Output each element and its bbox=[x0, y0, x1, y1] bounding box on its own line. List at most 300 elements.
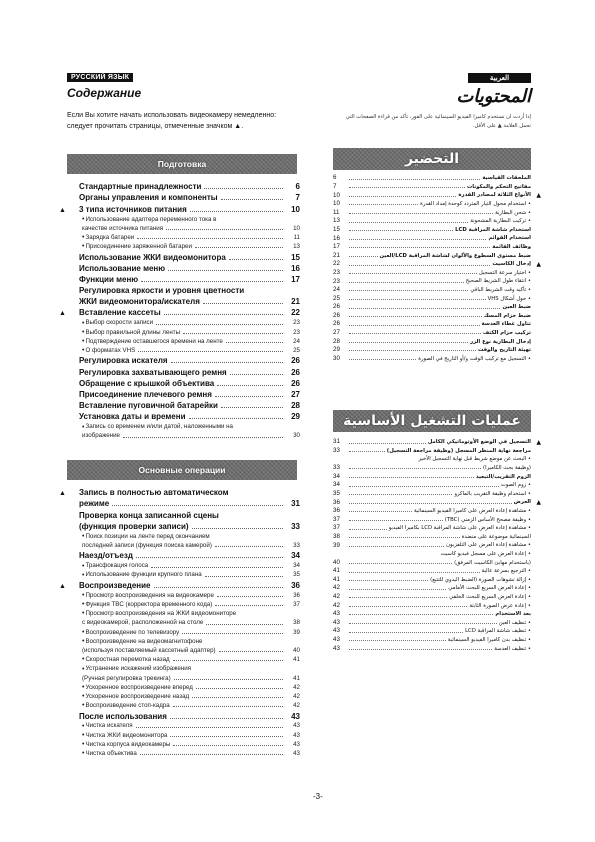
toc-entry-page: 43 bbox=[333, 618, 340, 626]
toc-entry-arabic bbox=[333, 540, 531, 549]
toc-entry-title: • إعادة العرض على مسجل فيديو كاسيت bbox=[440, 551, 531, 558]
toc-entry-page: 35 bbox=[293, 571, 300, 579]
dot-leader bbox=[349, 359, 416, 360]
dot-leader bbox=[349, 204, 418, 205]
toc-entry-page: 15 bbox=[333, 225, 340, 233]
toc-entry-arabic bbox=[333, 328, 531, 337]
toc-entry-title: Выбор скорости записи bbox=[85, 319, 154, 327]
dot-leader bbox=[164, 314, 283, 315]
bullet-icon: • bbox=[82, 234, 85, 242]
toc-entry-title: Запись в полностью автоматическом bbox=[79, 488, 229, 498]
bullet-icon: • bbox=[82, 628, 85, 636]
toc-entry-title: • انتقاء طول الشريط الصحيح bbox=[465, 278, 531, 285]
toc-entry-page: 23 bbox=[293, 328, 300, 336]
toc-entry-arabic bbox=[333, 446, 531, 455]
toc-entry-title: Регулировка яркости и уровня цветности bbox=[79, 286, 245, 296]
toc-entry-arabic bbox=[333, 480, 531, 489]
toc-entry-arabic bbox=[333, 233, 531, 242]
dot-leader bbox=[168, 270, 283, 271]
toc-entry-title: مراجعة نهاية المنظر المسجل (وظيفة مراجعة التسجيل) bbox=[386, 447, 531, 454]
toc-entry-arabic bbox=[333, 600, 531, 609]
toc-entry bbox=[67, 180, 300, 191]
toc-entry-page: 34 bbox=[291, 551, 300, 561]
toc-entry-arabic bbox=[333, 302, 531, 311]
dot-leader bbox=[136, 557, 283, 558]
toc-entry-page: 24 bbox=[293, 337, 300, 345]
dot-leader bbox=[138, 351, 283, 352]
toc-entry-title: Использование адаптера переменного тока в bbox=[85, 215, 217, 223]
toc-entry-title: • إعادة العرض السريع للبحث الخلفي bbox=[449, 593, 531, 600]
toc-entry bbox=[67, 354, 300, 365]
bullet-icon: • bbox=[82, 638, 85, 645]
dot-leader bbox=[170, 718, 283, 719]
toc-entry-page: 25 bbox=[333, 294, 340, 302]
toc-entry-arabic bbox=[333, 635, 531, 644]
toc-entry bbox=[67, 223, 300, 232]
dot-leader bbox=[349, 256, 378, 257]
toc-list-basic-operations bbox=[59, 486, 300, 758]
toc-entry-page: 29 bbox=[333, 346, 340, 354]
toc-entry bbox=[67, 748, 300, 757]
dot-leader bbox=[136, 727, 283, 728]
toc-entry-title: Регулировка захватывающего ремня bbox=[79, 367, 227, 377]
toc-entry-title: Проверка конца записанной сцены bbox=[79, 510, 219, 520]
bullet-icon: • bbox=[82, 328, 85, 336]
dot-leader bbox=[112, 505, 283, 506]
dot-leader bbox=[217, 385, 283, 386]
language-tag-arabic: العربية bbox=[468, 73, 531, 83]
toc-entry-title: تهيئة التاريخ والوقت bbox=[477, 347, 531, 354]
toc-entry-title: последней записи (функция поиска камерой) bbox=[82, 541, 212, 549]
toc-entry-page: 41 bbox=[293, 674, 300, 682]
toc-entry-arabic bbox=[333, 216, 531, 225]
section-header-preparation-arabic: التحضير bbox=[333, 148, 531, 170]
quick-start-marker-icon: ▲ bbox=[536, 191, 541, 199]
dot-leader bbox=[156, 324, 283, 325]
toc-entry-title: • الترجيع بسرعة عالية bbox=[481, 568, 531, 575]
section-header-preparation: Подготовка bbox=[67, 154, 297, 174]
toc-entry-title: Подтверждение оставшегося времени на ленте bbox=[85, 337, 223, 345]
toc-entry bbox=[67, 399, 300, 410]
dot-leader bbox=[349, 477, 474, 478]
page-title-russian: Содержание bbox=[67, 86, 142, 100]
toc-list-preparation bbox=[59, 180, 300, 440]
toc-entry bbox=[67, 531, 300, 540]
intro-text-arabic: إذا أردت ان تستخدم كاميرا الفيديو السينمائية على الفور، تأكد من قراءة الصفحات التي تحمل العلامة ▲ على الأقل. bbox=[345, 114, 531, 129]
toc-entry-title: مفاتيح التحكم والمكونات bbox=[466, 183, 531, 190]
toc-entry-title: • تنظيف العين bbox=[498, 619, 531, 626]
toc-entry-page: 36 bbox=[293, 591, 300, 599]
toc-entry-title: Воспроизведение на видеомагнитофоне bbox=[85, 637, 203, 645]
dot-leader bbox=[174, 679, 283, 680]
toc-entry-title: Вставление пуговичной батарейки bbox=[79, 401, 218, 411]
toc-entry-page: 11 bbox=[333, 208, 340, 216]
toc-entry-page: 34 bbox=[293, 562, 300, 570]
dot-leader bbox=[166, 229, 283, 230]
quick-start-marker-icon: ▲ bbox=[536, 260, 541, 268]
toc-entry bbox=[67, 721, 300, 730]
toc-entry-page: 43 bbox=[293, 731, 300, 739]
bullet-icon: • bbox=[82, 532, 85, 540]
dot-leader bbox=[349, 290, 468, 291]
toc-entry-page: 40 bbox=[293, 646, 300, 654]
toc-entry bbox=[67, 645, 300, 654]
toc-entry-page: 36 bbox=[291, 580, 300, 590]
toc-entry-page: 26 bbox=[291, 378, 300, 388]
dot-leader bbox=[230, 374, 283, 375]
dot-leader bbox=[226, 342, 283, 343]
toc-entry bbox=[67, 691, 300, 700]
toc-entry-arabic bbox=[333, 454, 531, 463]
section-header-basic-operations-arabic: عمليات التشغيل الأساسية bbox=[333, 410, 531, 432]
dot-leader bbox=[182, 633, 283, 634]
toc-entry bbox=[67, 345, 300, 354]
bullet-icon: • bbox=[82, 338, 85, 345]
toc-entry-page: 15 bbox=[291, 252, 300, 262]
toc-entry-title: изображение bbox=[82, 432, 120, 440]
toc-entry-title: О форматах VHS bbox=[85, 346, 136, 354]
toc-entry-title: (وظيفة بحث الكاميرا) bbox=[483, 465, 531, 472]
toc-entry-arabic bbox=[333, 319, 531, 328]
toc-entry-page: 10 bbox=[333, 191, 340, 199]
toc-entry-arabic bbox=[333, 523, 531, 532]
toc-entry bbox=[67, 284, 300, 295]
toc-entry bbox=[67, 232, 300, 241]
toc-entry-arabic bbox=[333, 199, 531, 208]
toc-entry-arabic bbox=[333, 514, 531, 523]
toc-entry-page: 17 bbox=[333, 243, 340, 251]
toc-entry-title: الملحقات القياسية bbox=[482, 175, 531, 182]
toc-entry-title: Присоединение плечевого ремня bbox=[79, 389, 212, 399]
language-tag-russian: РУССКИЙ ЯЗЫК bbox=[67, 73, 133, 82]
toc-entry-title: Использование ЖКИ видеомонитора bbox=[79, 252, 226, 262]
toc-entry-arabic bbox=[333, 182, 531, 191]
quick-start-marker-icon: ▲ bbox=[59, 206, 66, 214]
toc-entry bbox=[67, 214, 300, 223]
toc-entry-title: (باستخدام مهايئ الكاسيت المرفق) bbox=[454, 559, 531, 566]
bullet-icon: • bbox=[82, 319, 85, 327]
toc-entry-page: 42 bbox=[333, 601, 340, 609]
toc-entry-title: Наезд/отъезд bbox=[79, 551, 133, 561]
toc-entry-title: (функция проверки записи) bbox=[79, 521, 189, 531]
dot-leader bbox=[215, 605, 283, 606]
toc-entry-title: العرض bbox=[513, 499, 531, 506]
toc-entry-arabic bbox=[333, 242, 531, 251]
dot-leader bbox=[195, 247, 283, 248]
toc-entry-title: • تركيب البطارية المشحونة bbox=[470, 218, 531, 225]
dot-leader bbox=[349, 222, 468, 223]
toc-entry-title: Чистка искателя bbox=[85, 722, 133, 730]
toc-entry-title: الأنواع الثلاثة لمصادر القدرة bbox=[458, 192, 531, 199]
toc-entry bbox=[67, 570, 300, 579]
toc-entry-page: 13 bbox=[333, 217, 340, 225]
dot-leader bbox=[221, 199, 283, 200]
toc-entry-title: استخدام شاشة المراقبة LCD bbox=[455, 226, 531, 233]
toc-entry-title: ضبط حزام المسك bbox=[483, 312, 531, 319]
toc-entry bbox=[67, 250, 300, 261]
quick-start-marker-icon: ▲ bbox=[59, 490, 66, 498]
toc-entry-arabic bbox=[333, 437, 541, 446]
toc-entry-page: 42 bbox=[293, 702, 300, 710]
toc-entry-title: تناول غطاء العدسة bbox=[481, 321, 531, 328]
toc-entry-arabic bbox=[333, 532, 531, 541]
toc-entry-page: 38 bbox=[293, 619, 300, 627]
dot-leader bbox=[219, 651, 283, 652]
toc-entry-title: تركيب حزام الكتف bbox=[483, 329, 531, 336]
toc-entry-title: Устранение искажений изображения bbox=[85, 665, 192, 673]
toc-entry-arabic bbox=[333, 259, 541, 268]
toc-entry-title: Вставление кассеты bbox=[79, 308, 161, 318]
toc-entry-page: 36 bbox=[333, 498, 340, 506]
toc-entry-page: 30 bbox=[333, 354, 340, 362]
dot-leader bbox=[349, 623, 497, 624]
bullet-icon: • bbox=[82, 610, 85, 618]
toc-entry bbox=[67, 709, 300, 720]
dot-leader bbox=[349, 265, 490, 266]
toc-entry bbox=[67, 590, 300, 599]
dot-leader bbox=[203, 303, 283, 304]
toc-entry-arabic bbox=[333, 207, 531, 216]
toc-entry-page: 43 bbox=[293, 750, 300, 758]
toc-entry-title: Функции меню bbox=[79, 274, 139, 284]
bullet-icon: • bbox=[82, 741, 85, 749]
toc-entry-page: 34 bbox=[333, 481, 340, 489]
bullet-icon: • bbox=[82, 592, 85, 600]
toc-entry-title: • تأكيد وقت الشريط الباقي bbox=[470, 287, 531, 294]
toc-entry-title: Поиск позиции на ленте перед окончанием bbox=[85, 532, 210, 540]
toc-entry-title: Трансфокация голоса bbox=[85, 562, 149, 570]
toc-entry bbox=[67, 673, 300, 682]
dot-leader bbox=[349, 342, 468, 343]
toc-entry-page: 43 bbox=[333, 610, 340, 618]
dot-leader bbox=[349, 213, 493, 214]
toc-entry bbox=[67, 608, 300, 617]
toc-entry-title: • مشاهدة إعادة العرض على كاميرا الفيديو السينمائية bbox=[413, 508, 531, 515]
dot-leader bbox=[217, 596, 283, 597]
toc-entry-page: 42 bbox=[333, 593, 340, 601]
toc-entry bbox=[67, 295, 300, 306]
dot-leader bbox=[349, 494, 452, 495]
toc-list-preparation-arabic bbox=[333, 173, 541, 362]
toc-entry-title: Просмотр воспроизведения на ЖКИ видеомониторе bbox=[85, 610, 237, 618]
toc-entry-page: 41 bbox=[333, 567, 340, 575]
toc-entry-page: 43 bbox=[293, 740, 300, 748]
toc-entry-page: 34 bbox=[333, 472, 340, 480]
toc-entry-title: Установка даты и времени bbox=[79, 412, 186, 422]
dot-leader bbox=[349, 316, 482, 317]
toc-entry bbox=[67, 700, 300, 709]
dot-leader bbox=[192, 697, 283, 698]
toc-entry-title: استخدام القوائم bbox=[488, 235, 531, 242]
toc-entry bbox=[67, 365, 300, 376]
toc-entry bbox=[67, 560, 300, 569]
toc-entry-title: إدخال البطارية نوع الزر bbox=[470, 338, 531, 345]
dot-leader bbox=[349, 196, 456, 197]
dot-leader bbox=[349, 350, 476, 351]
toc-entry-page: 27 bbox=[291, 389, 300, 399]
toc-entry-arabic bbox=[333, 609, 531, 618]
toc-entry-page: 24 bbox=[333, 286, 340, 294]
toc-entry-page: 21 bbox=[333, 251, 340, 259]
toc-entry bbox=[59, 579, 300, 590]
toc-list-basic-operations-arabic bbox=[333, 437, 541, 652]
toc-entry-arabic bbox=[333, 471, 531, 480]
toc-entry-title: Воспроизведение bbox=[79, 580, 151, 590]
dot-leader bbox=[190, 211, 283, 212]
bullet-icon: • bbox=[82, 722, 85, 730]
toc-entry-page: 6 bbox=[333, 174, 337, 182]
dot-leader bbox=[189, 418, 283, 419]
toc-entry-title: Присоединение заряженной батареи bbox=[85, 243, 192, 251]
toc-entry-title: Функция TBC (корректора временного кода) bbox=[85, 601, 213, 609]
toc-entry-arabic bbox=[333, 336, 531, 345]
toc-entry-arabic bbox=[333, 583, 531, 592]
toc-entry-title: • تنظيف شاشة المراقبة LCD bbox=[465, 628, 531, 635]
toc-entry-arabic bbox=[333, 225, 531, 234]
toc-entry-page: 17 bbox=[291, 274, 300, 284]
dot-leader bbox=[349, 589, 446, 590]
dot-leader bbox=[349, 580, 428, 581]
toc-entry-page: 36 bbox=[333, 507, 340, 515]
toc-entry-page: 28 bbox=[333, 337, 340, 345]
toc-entry bbox=[67, 377, 300, 388]
toc-entry bbox=[67, 327, 300, 336]
toc-entry-title: с видеокамерой, расположенной на столе bbox=[82, 619, 204, 627]
toc-entry-page: 29 bbox=[291, 412, 300, 422]
quick-start-marker-icon: ▲ bbox=[59, 310, 66, 318]
toc-entry bbox=[67, 540, 300, 549]
toc-entry-title: • مشاهدة إعادة العرض على شاشة المراقبة LCD بكاميرا الفيديو bbox=[388, 525, 531, 532]
toc-entry-title: • تنظيف العدسة bbox=[494, 645, 531, 652]
intro-text-russian: Если Вы хотите начать использовать видеокамеру немедленно: следует прочитать страницы, отмеченные значком ▲. bbox=[67, 112, 277, 130]
section-header-basic-operations: Основные операции bbox=[67, 460, 297, 480]
toc-entry-title: Просмотр воспроизведения на видеокамере bbox=[85, 591, 214, 599]
toc-entry bbox=[67, 191, 300, 202]
toc-entry bbox=[67, 421, 300, 430]
dot-leader bbox=[173, 660, 283, 661]
toc-entry-title: • إعادة عرض الصورة الثابتة bbox=[469, 602, 531, 609]
bullet-icon: • bbox=[82, 656, 85, 664]
toc-entry-page: 26 bbox=[291, 367, 300, 377]
toc-entry-arabic bbox=[333, 575, 531, 584]
dot-leader bbox=[349, 230, 453, 231]
dot-leader bbox=[349, 632, 463, 633]
toc-entry-title: 3 типа источников питания bbox=[79, 204, 187, 214]
toc-entry-page: 43 bbox=[291, 711, 300, 721]
toc-entry-title: • مشاهدة إعادة العرض على التلفزيون bbox=[446, 542, 531, 549]
toc-entry-arabic bbox=[333, 173, 531, 182]
toc-entry bbox=[67, 431, 300, 440]
toc-entry-page: 31 bbox=[333, 438, 340, 446]
toc-entry-title: • حول أشكال VHS bbox=[487, 295, 531, 302]
toc-entry-page: 25 bbox=[293, 346, 300, 354]
toc-entry-page: 43 bbox=[293, 722, 300, 730]
toc-entry-title: • إعادة العرض السريع للبحث الأمامي bbox=[448, 585, 531, 592]
toc-entry-title: Чистка ЖКИ видеомонитора bbox=[85, 731, 168, 739]
toc-entry-page: 33 bbox=[333, 446, 340, 454]
toc-entry-page: 7 bbox=[333, 182, 337, 190]
toc-entry-title: Воспроизведение стоп-кадра bbox=[85, 702, 170, 710]
toc-entry-title: Запись со временем и/или датой, наложенными на bbox=[85, 423, 233, 431]
toc-entry-title: (Ручная регулировка трекинга) bbox=[82, 674, 171, 682]
dot-leader bbox=[349, 308, 500, 309]
toc-entry bbox=[67, 508, 300, 519]
toc-entry-title: ضبط العين bbox=[502, 304, 531, 311]
toc-entry-title: • وظيفة مصحح الأساس الزمني (TBC) bbox=[444, 516, 531, 523]
dot-leader bbox=[349, 649, 492, 650]
toc-entry-arabic bbox=[333, 566, 531, 575]
toc-entry-arabic bbox=[333, 311, 531, 320]
toc-entry-title: • شحن البطارية bbox=[495, 209, 531, 216]
toc-entry-arabic bbox=[333, 626, 531, 635]
toc-entry-arabic bbox=[333, 345, 531, 354]
toc-entry-title: إدخال الكاسيت bbox=[492, 261, 531, 268]
dot-leader bbox=[349, 282, 464, 283]
dot-leader bbox=[154, 587, 284, 588]
toc-entry-page: 22 bbox=[291, 308, 300, 318]
toc-entry-title: Ускоренное воспроизведение назад bbox=[85, 692, 190, 700]
bullet-icon: • bbox=[82, 243, 85, 251]
toc-entry-title: Стандартные принадлежности bbox=[79, 182, 202, 192]
dot-leader bbox=[215, 546, 283, 547]
toc-entry-page: 39 bbox=[333, 541, 340, 549]
toc-entry-page: 22 bbox=[333, 260, 340, 268]
dot-leader bbox=[349, 486, 499, 487]
toc-entry-arabic bbox=[333, 489, 531, 498]
toc-entry-title: Обращение с крышкой объектива bbox=[79, 378, 215, 388]
toc-entry-page: 26 bbox=[333, 303, 340, 311]
dot-leader bbox=[349, 520, 443, 521]
dot-leader bbox=[196, 688, 283, 689]
toc-entry bbox=[67, 549, 300, 560]
toc-entry bbox=[59, 306, 300, 318]
dot-leader bbox=[349, 563, 452, 564]
toc-entry-title: السينمائية موضوعة على منضدة bbox=[461, 533, 531, 540]
toc-entry bbox=[67, 520, 300, 531]
toc-entry-title: Использование меню bbox=[79, 263, 166, 273]
toc-entry-arabic bbox=[333, 293, 531, 302]
toc-entry-title: بعد الاستخدام bbox=[495, 611, 531, 618]
toc-entry-page: 43 bbox=[333, 644, 340, 652]
toc-entry-title: Регулировка искателя bbox=[79, 356, 168, 366]
toc-entry-page: 26 bbox=[291, 356, 300, 366]
toc-entry bbox=[59, 486, 300, 498]
dot-leader bbox=[349, 606, 467, 607]
dot-leader bbox=[192, 528, 283, 529]
toc-entry-page: 42 bbox=[293, 692, 300, 700]
dot-leader bbox=[205, 576, 283, 577]
dot-leader bbox=[349, 503, 512, 504]
toc-entry-page: 31 bbox=[291, 499, 300, 509]
toc-entry-arabic bbox=[333, 463, 531, 472]
dot-leader bbox=[215, 396, 283, 397]
toc-entry-page: 11 bbox=[293, 233, 300, 241]
quick-start-marker-icon: ▲ bbox=[536, 498, 541, 506]
toc-entry-page: 21 bbox=[291, 297, 300, 307]
toc-entry-page: 23 bbox=[293, 319, 300, 327]
dot-leader bbox=[123, 437, 283, 438]
toc-entry-page: 16 bbox=[291, 263, 300, 273]
toc-entry-page: 16 bbox=[333, 234, 340, 242]
dot-leader bbox=[349, 572, 480, 573]
toc-entry-page: 26 bbox=[333, 320, 340, 328]
toc-entry-page: 37 bbox=[293, 601, 300, 609]
dot-leader bbox=[349, 511, 412, 512]
toc-entry-page: 27 bbox=[333, 329, 340, 337]
toc-entry-page: 10 bbox=[293, 224, 300, 232]
toc-entry bbox=[67, 654, 300, 663]
dot-leader bbox=[206, 624, 283, 625]
